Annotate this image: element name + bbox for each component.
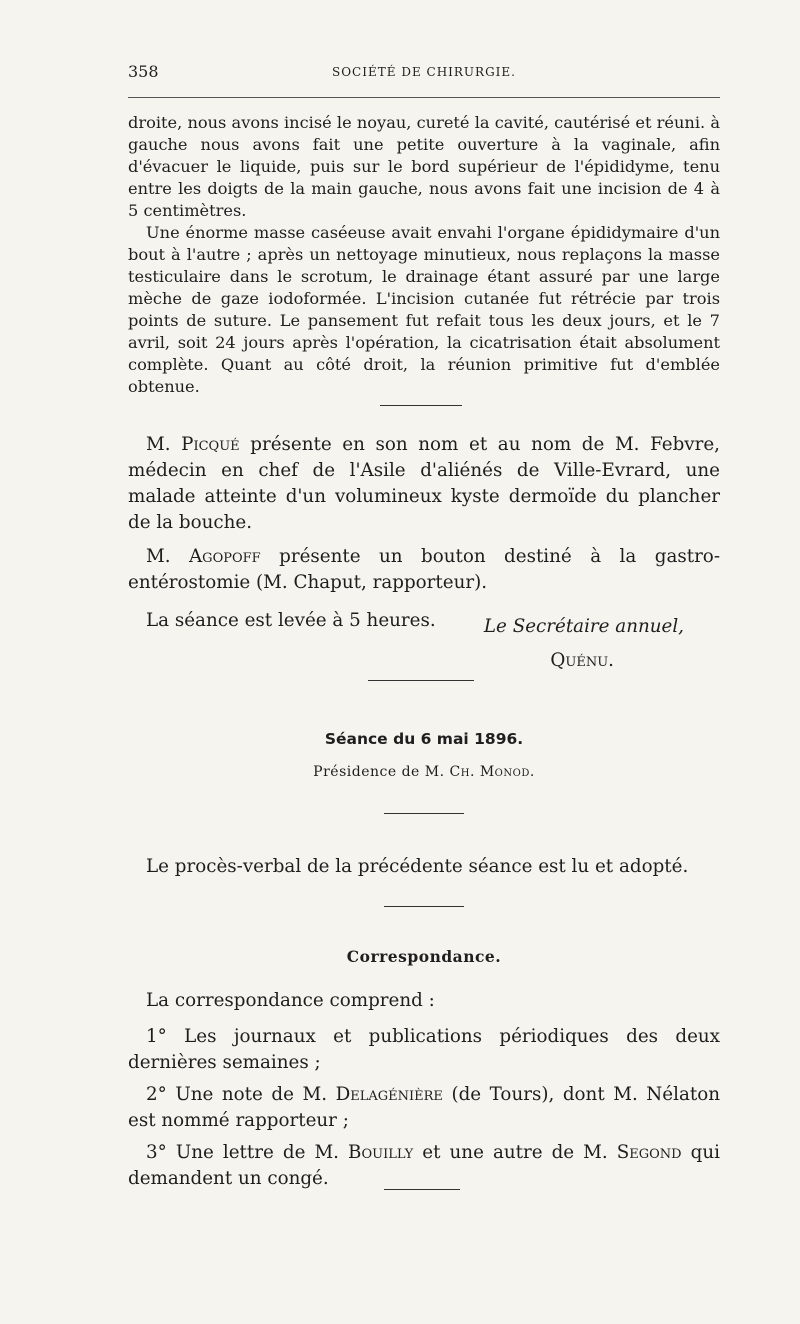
header-rule — [128, 97, 720, 98]
seance-title: Séance du 6 mai 1896. — [324, 730, 524, 748]
section-divider — [368, 680, 474, 681]
author-name: Segond — [616, 1142, 682, 1163]
author-name: Bouilly — [348, 1142, 414, 1163]
seance-closing: La séance est levée à 5 heures. — [146, 610, 436, 631]
correspondance-item-3: 3° Une lettre de M. Bouilly et une autre de M. Segond qui demandent un congé. — [128, 1142, 720, 1189]
page-header — [128, 62, 720, 86]
running-title: SOCIÉTÉ DE CHIRURGIE. — [332, 65, 516, 79]
correspondance-heading: Correspondance. — [346, 947, 502, 966]
section-divider — [384, 813, 464, 814]
presentation-agopoff: M. Agopoff présente un bouton destiné à la gastro-entérostomie (M. Chaput, rapporteur). — [128, 546, 720, 593]
section-divider — [380, 405, 462, 406]
section-divider — [384, 1189, 460, 1190]
signature — [128, 614, 684, 674]
signature-name: Quénu. — [550, 650, 614, 671]
case-paragraph-1: droite, nous avons incisé le noyau, cureté la cavité, cautérisé et réuni. à gauche nous avons fait une petite ouverture à la vaginale, afin d'évacuer le liquide, puis sur le bord supérieur de l'épididyme, tenu entre les doigts de la main gauche, nous avons fait une incision de 4 à 5 centimètres. — [128, 113, 720, 220]
correspondance-intro: La correspondance comprend : — [146, 990, 435, 1011]
page-number: 358 — [128, 62, 159, 81]
correspondance-item-1: 1° Les journaux et publications périodiques des deux dernières semaines ; — [128, 1026, 720, 1073]
section-divider — [384, 906, 464, 907]
author-name: Delagénière — [335, 1084, 443, 1105]
case-report — [128, 112, 720, 398]
case-paragraph-2: Une énorme masse caséeuse avait envahi l'organe épididymaire d'un bout à l'autre ; après un nettoyage minutieux, nous replaçons la masse testiculaire dans le scrotum, le drainage étant assuré par une large mèche de gaze iodoformée. L'incision cutanée fut rétrécie par trois points de suture. Le pansement fut refait tous les deux jours, et le 7 avril, soit 24 jours après l'opération, la cicatrisation était absolument complète. Quant au côté droit, la réunion primitive fut d'emblée obtenue. — [128, 223, 720, 396]
signature-title: Le Secrétaire annuel, — [483, 616, 684, 637]
president-name: Ch. Monod. — [449, 764, 535, 780]
correspondance-item-2: 2° Une note de M. Delagénière (de Tours), dont M. Nélaton est nommé rapporteur ; — [128, 1084, 720, 1131]
author-name: Agopoff — [188, 546, 261, 567]
proces-verbal: Le procès-verbal de la précédente séance est lu et adopté. — [146, 856, 689, 877]
author-name: Picqué — [181, 434, 240, 455]
correspondance-body — [128, 988, 720, 1192]
presentation-picque: M. Picqué présente en son nom et au nom de M. Febvre, médecin en chef de l'Asile d'aliénés de Ville-Evrard, une malade atteinte d'un volumineux kyste dermoïde du plancher de la bouche. — [128, 434, 720, 533]
presidence-line: Présidence de M. Ch. Monod. — [313, 764, 535, 780]
presentations — [128, 432, 720, 634]
